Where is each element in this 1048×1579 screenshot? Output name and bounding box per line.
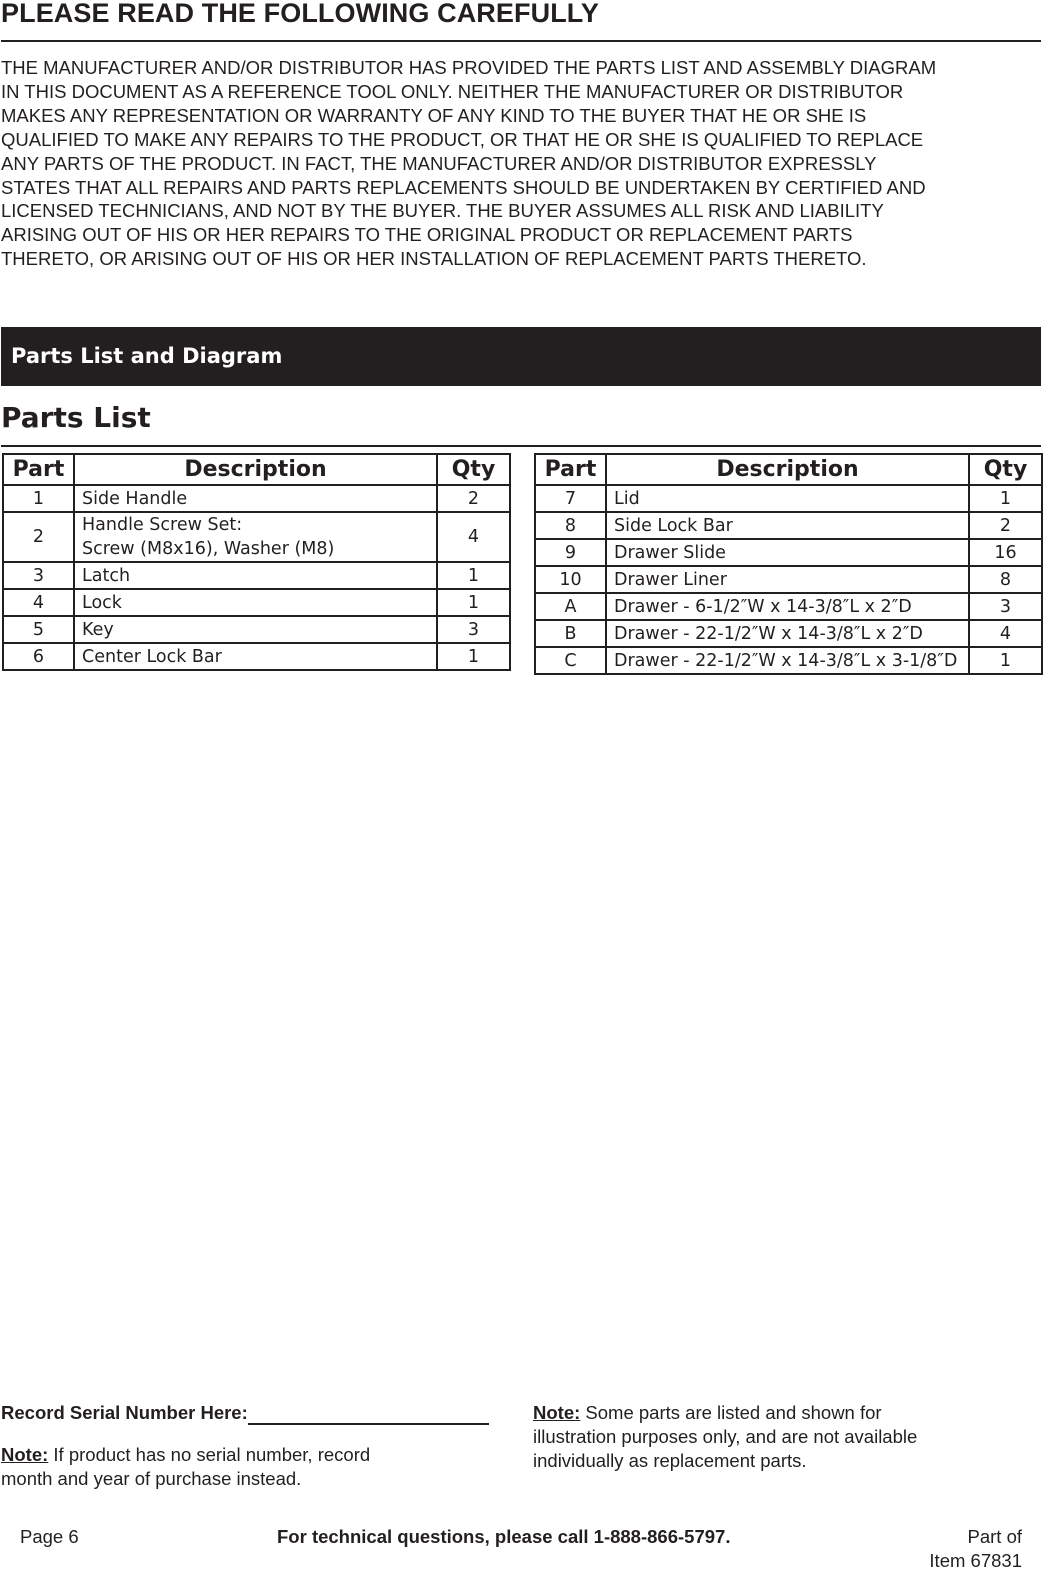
part-description: Key	[74, 616, 437, 643]
part-number: C	[535, 647, 606, 674]
part-qty: 3	[437, 616, 510, 643]
availability-note-text: Some parts are listed and shown for	[580, 1402, 882, 1423]
part-description: Latch	[74, 562, 437, 589]
availability-note-text-line2: illustration purposes only, and are not available	[533, 1426, 918, 1447]
parts-list-divider	[1, 445, 1041, 447]
part-number: 5	[3, 616, 74, 643]
part-qty: 4	[969, 620, 1042, 647]
part-description: Drawer - 6-1/2″W x 14-3/8″L x 2″D	[606, 593, 969, 620]
serial-note-text: If product has no serial number, record	[48, 1444, 371, 1465]
part-qty: 1	[969, 647, 1042, 674]
table-row	[3, 589, 510, 616]
table-row	[535, 566, 1042, 593]
column-header-description: Description	[74, 454, 437, 485]
item-number-line2: Item 67831	[929, 1550, 1022, 1571]
parts-table-right	[534, 453, 1043, 675]
warning-divider	[1, 40, 1041, 42]
part-qty: 1	[437, 589, 510, 616]
part-qty: 1	[969, 485, 1042, 512]
serial-number-label: Record Serial Number Here:	[1, 1402, 248, 1423]
table-row	[3, 643, 510, 670]
part-qty: 1	[437, 643, 510, 670]
column-header-part: Part	[535, 454, 606, 485]
serial-note-label: Note:	[1, 1444, 49, 1465]
part-description: Side Handle	[74, 485, 437, 512]
table-row	[3, 485, 510, 512]
part-number: 2	[3, 512, 74, 562]
part-description: Drawer Slide	[606, 539, 969, 566]
item-number-line1: Part of	[967, 1526, 1022, 1547]
part-number: 8	[535, 512, 606, 539]
part-number: A	[535, 593, 606, 620]
part-qty: 8	[969, 566, 1042, 593]
part-qty: 16	[969, 539, 1042, 566]
column-header-description: Description	[606, 454, 969, 485]
part-description: Drawer Liner	[606, 566, 969, 593]
warning-line: STATES THAT ALL REPAIRS AND PARTS REPLACEMENTS SHOULD BE UNDERTAKEN BY CERTIFIED AND	[1, 176, 926, 198]
part-qty: 1	[437, 562, 510, 589]
table-row	[3, 616, 510, 643]
part-description: Side Lock Bar	[606, 512, 969, 539]
part-description-line: Screw (M8x16), Washer (M8)	[82, 539, 335, 559]
availability-note-text-line3: individually as replacement parts.	[533, 1450, 807, 1471]
warning-line: MAKES ANY REPRESENTATION OR WARRANTY OF ANY KIND TO THE BUYER THAT HE OR SHE IS	[1, 104, 867, 126]
column-header-part: Part	[3, 454, 74, 485]
part-description: Drawer - 22-1/2″W x 14-3/8″L x 2″D	[606, 620, 969, 647]
table-row	[535, 485, 1042, 512]
part-number: 4	[3, 589, 74, 616]
part-description: Lock	[74, 589, 437, 616]
table-row	[3, 562, 510, 589]
serial-number-block	[1, 1401, 511, 1491]
serial-number-blank-line	[248, 1403, 489, 1425]
part-qty: 3	[969, 593, 1042, 620]
part-number: 7	[535, 485, 606, 512]
section-title: Parts List and Diagram	[11, 344, 283, 368]
part-description: Drawer - 22-1/2″W x 14-3/8″L x 3-1/8″D	[606, 647, 969, 674]
table-header-row	[535, 454, 1042, 485]
serial-note	[1, 1443, 511, 1491]
table-row	[535, 539, 1042, 566]
part-number: 3	[3, 562, 74, 589]
part-qty: 4	[437, 512, 510, 562]
item-number	[929, 1525, 1022, 1573]
table-row	[535, 512, 1042, 539]
warning-line: QUALIFIED TO MAKE ANY REPAIRS TO THE PRODUCT, OR THAT HE OR SHE IS QUALIFIED TO REPLACE	[1, 128, 924, 150]
serial-number-row	[1, 1401, 511, 1425]
part-description	[74, 512, 437, 562]
section-header-bar	[1, 327, 1041, 386]
part-description: Center Lock Bar	[74, 643, 437, 670]
warning-line: ANY PARTS OF THE PRODUCT. IN FACT, THE MANUFACTURER AND/OR DISTRIBUTOR EXPRESSLY	[1, 152, 877, 174]
availability-note-label: Note:	[533, 1402, 581, 1423]
parts-availability-note	[533, 1401, 1013, 1473]
warning-line: LICENSED TECHNICIANS, AND NOT BY THE BUYER. THE BUYER ASSUMES ALL RISK AND LIABILITY	[1, 200, 884, 222]
table-row	[535, 647, 1042, 674]
warning-paragraph	[1, 56, 1041, 271]
parts-table-left	[2, 453, 511, 671]
table-row	[535, 593, 1042, 620]
parts-list-heading: Parts List	[1, 401, 151, 434]
part-number: 6	[3, 643, 74, 670]
part-qty: 2	[969, 512, 1042, 539]
part-number: 1	[3, 485, 74, 512]
part-qty: 2	[437, 485, 510, 512]
page-number: Page 6	[20, 1526, 79, 1547]
table-header-row	[3, 454, 510, 485]
warning-line: ARISING OUT OF HIS OR HER REPAIRS TO THE ORIGINAL PRODUCT OR REPLACEMENT PARTS	[1, 224, 853, 246]
part-description-line: Handle Screw Set:	[82, 515, 243, 535]
part-number: 10	[535, 566, 606, 593]
warning-line: THERETO, OR ARISING OUT OF HIS OR HER INSTALLATION OF REPLACEMENT PARTS THERETO.	[1, 248, 867, 270]
part-number: B	[535, 620, 606, 647]
table-row	[535, 620, 1042, 647]
warning-line: THE MANUFACTURER AND/OR DISTRIBUTOR HAS PROVIDED THE PARTS LIST AND ASSEMBLY DIAGRAM	[1, 57, 937, 78]
part-number: 9	[535, 539, 606, 566]
part-description: Lid	[606, 485, 969, 512]
technical-support-line: For technical questions, please call 1-888-866-5797.	[277, 1526, 731, 1547]
column-header-qty: Qty	[437, 454, 510, 485]
warning-title: PLEASE READ THE FOLLOWING CAREFULLY	[1, 0, 600, 28]
warning-line: IN THIS DOCUMENT AS A REFERENCE TOOL ONLY. NEITHER THE MANUFACTURER OR DISTRIBUTOR	[1, 80, 904, 102]
table-row	[3, 512, 510, 562]
serial-note-text-line2: month and year of purchase instead.	[1, 1468, 302, 1489]
column-header-qty: Qty	[969, 454, 1042, 485]
